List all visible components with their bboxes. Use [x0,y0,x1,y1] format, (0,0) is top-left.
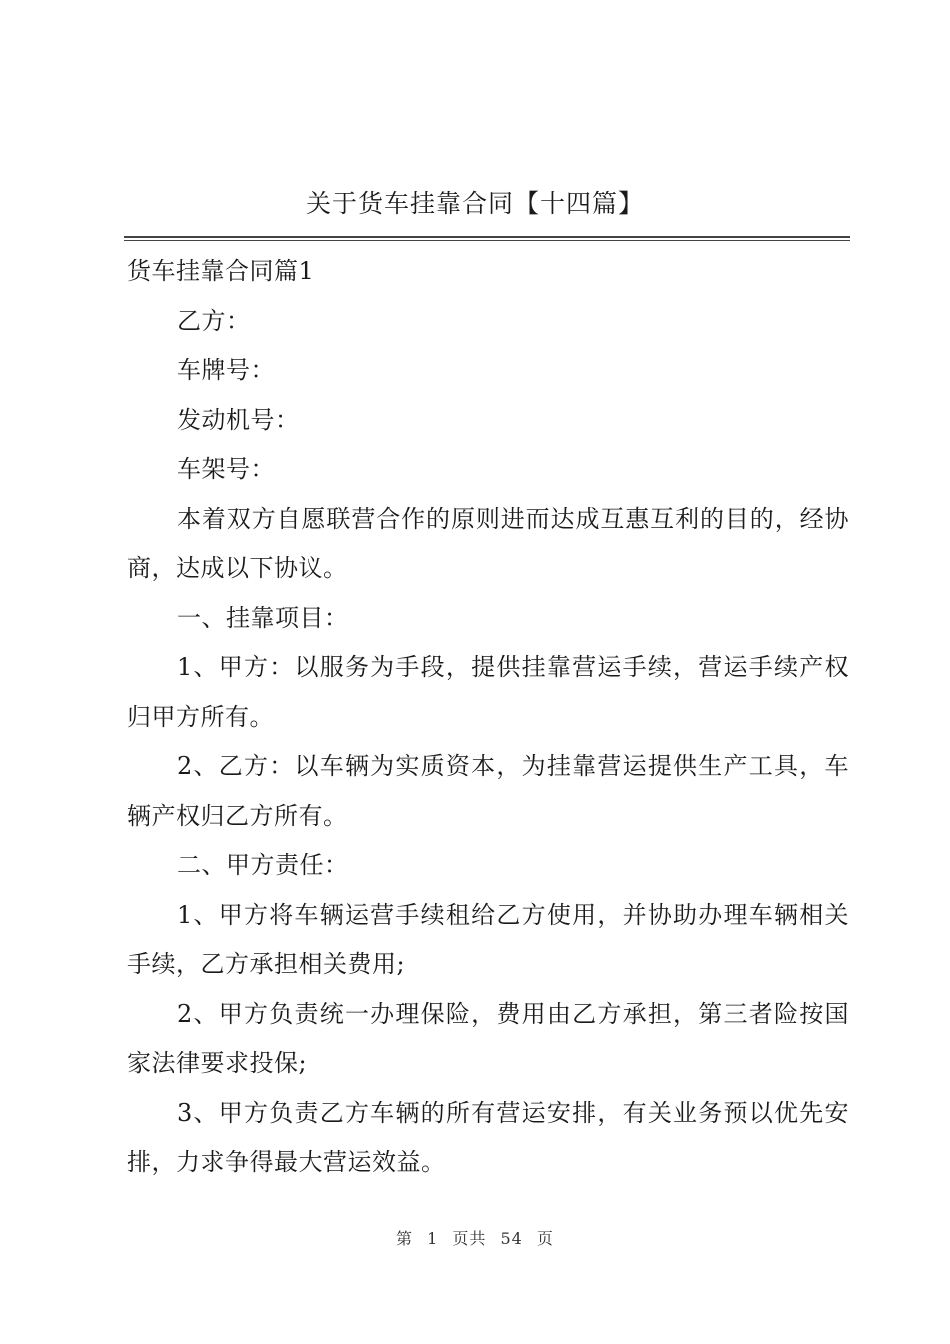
document-body [127,247,849,1188]
field-chassis-number: 车架号： [177,455,275,483]
field-party-b: 乙方： [177,306,251,335]
page-footer: 第 1 页共 54 页 [396,1229,554,1248]
clause-2-item-2: 2、甲方负责统一办理保险，费用由乙方承担，第三者险按国家法律要求投保; [127,999,849,1077]
field-engine-number: 发动机号： [177,405,300,434]
clause-2-item-3: 3、甲方负责乙方车辆的所有营运安排，有关业务预以优先安排，力求争得最大营运效益。 [127,1098,849,1176]
document-title: 关于货车挂靠合同【十四篇】 [305,189,644,218]
field-plate-number: 车牌号： [177,356,275,384]
clause-1-item-2: 2、乙方：以车辆为实质资本，为挂靠营运提供生产工具，车辆产权归乙方所有。 [127,752,849,830]
section-heading: 货车挂靠合同篇1 [127,257,315,285]
clause-2-item-1: 1、甲方将车辆运营手续租给乙方使用，并协助办理车辆相关手续，乙方承担相关费用; [127,900,849,978]
clause-heading-2: 二、甲方责任： [177,851,349,879]
clause-heading-1: 一、挂靠项目： [177,603,349,632]
title-divider [124,236,850,241]
clause-1-item-1: 1、甲方：以服务为手段，提供挂靠营运手续，营运手续产权归甲方所有。 [127,653,849,731]
paragraph-preamble: 本着双方自愿联营合作的原则进而达成互惠互利的目的，经协商，达成以下协议。 [127,504,849,582]
